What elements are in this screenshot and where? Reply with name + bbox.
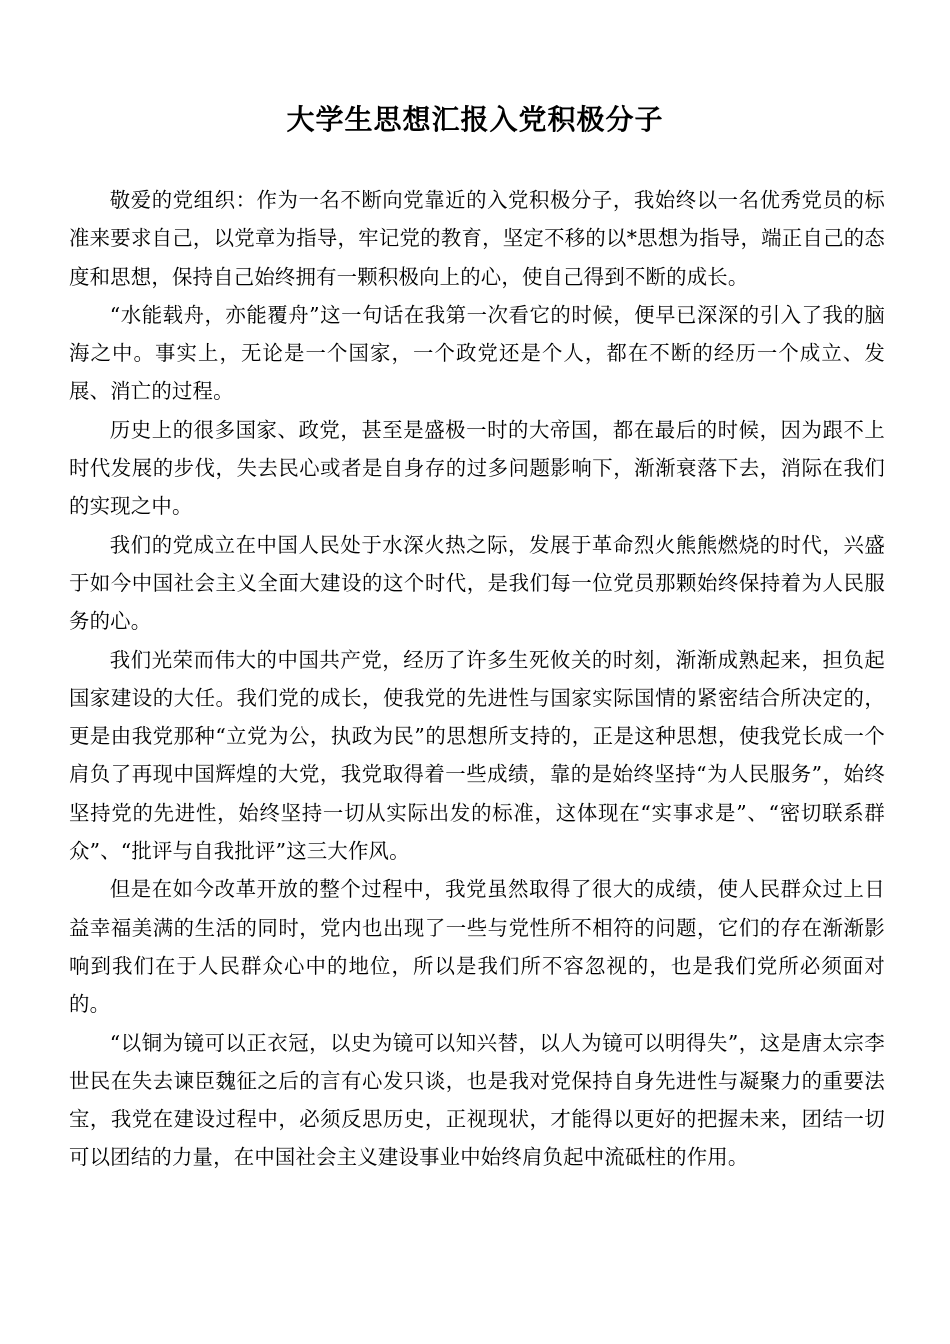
paragraph-2: “水能载舟，亦能覆舟”这一句话在我第一次看它的时候，便早已深深的引入了我的脑海之中。事实上，无论是一个国家，一个政党还是个人，都在不断的经历一个成立、发展、消亡的过程。	[69, 302, 885, 404]
paragraph-1: 敬爱的党组织：作为一名不断向党靠近的入党积极分子，我始终以一名优秀党员的标准来要求自己，以党章为指导，牢记党的教育，坚定不移的以*思想为指导，端正自己的态度和思想，保持自己始终拥有一颗积极向上的心，使自己得到不断的成长。	[69, 188, 885, 289]
document-body	[69, 181, 885, 1177]
paragraph-7: “以铜为镜可以正衣冠，以史为镜可以知兴替，以人为镜可以明得失”，这是唐太宗李世民在失去谏臣魏征之后的言有心发只谈，也是我对党保持自身先进性与凝聚力的重要法宝，我党在建设过程中，必须反思历史，正视现状，才能得以更好的把握未来，团结一切可以团结的力量，在中国社会主义建设事业中始终肩负起中流砥柱的作用。	[69, 1030, 885, 1170]
paragraph-4: 我们的党成立在中国人民处于水深火热之际，发展于革命烈火熊熊燃烧的时代，兴盛于如今中国社会主义全面大建设的这个时代，是我们每一位党员那颗始终保持着为人民服务的心。	[69, 532, 885, 634]
paragraph-5: 我们光荣而伟大的中国共产党，经历了许多生死攸关的时刻，渐渐成熟起来，担负起国家建设的大任。我们党的成长，使我党的先进性与国家实际国情的紧密结合所决定的，更是由我党那种“立党为公，执政为民”的思想所支持的，正是这种思想，使我党长成一个肩负了再现中国辉煌的大党，我党取得着一些成绩，靠的是始终坚持“为人民服务”，始终坚持党的先进性，始终坚持一切从实际出发的标准，这体现在“实事求是”、“密切联系群众”、“批评与自我批评”这三大作风。	[69, 647, 885, 864]
paragraph-3: 历史上的很多国家、政党，甚至是盛极一时的大帝国，都在最后的时候，因为跟不上时代发展的步伐，失去民心或者是自身存的过多问题影响下，渐渐衰落下去，消际在我们的实现之中。	[69, 417, 885, 519]
document-title: 大学生思想汇报入党积极分子	[286, 103, 664, 136]
paragraph-6: 但是在如今改革开放的整个过程中，我党虽然取得了很大的成绩，使人民群众过上日益幸福美满的生活的同时，党内也出现了一些与党性所不相符的问题，它们的存在渐渐影响到我们在于人民群众心中的地位，所以是我们所不容忽视的，也是我们党所必须面对的。	[69, 877, 885, 1017]
